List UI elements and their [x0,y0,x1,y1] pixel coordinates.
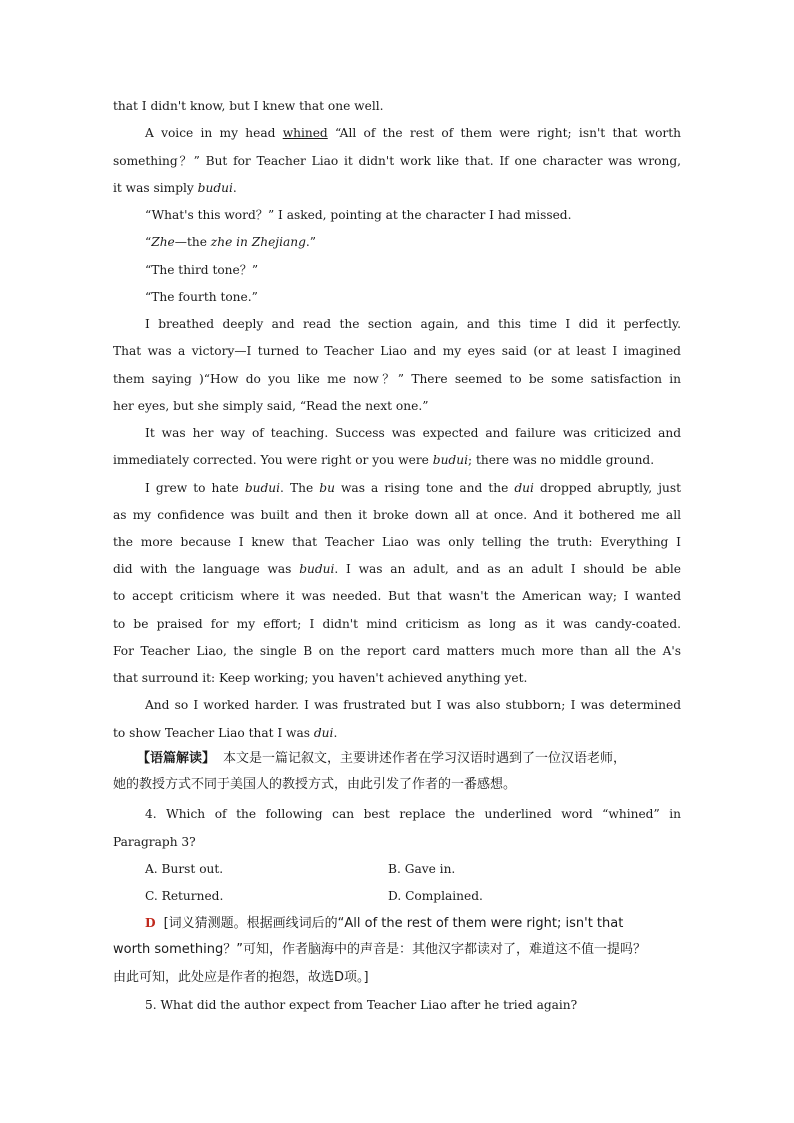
option-a: A. Burst out. [145,862,224,876]
passage-line: as my confidence was built and then it broke down all at once. And it bothered me all [113,508,681,522]
analysis-label: 【语篇解读】 [137,751,216,766]
option-d: D. Complained. [388,889,483,903]
option-c: C. Returned. [145,889,224,903]
passage-line: “The third tone？” [145,263,259,277]
passage-line: did with the language was budui. I was an adult, and as an adult I should be able [113,562,681,576]
question-5-stem: 5. What did the author expect from Teacher Liao after he tried again? [145,998,578,1012]
passage-line: that surround it: Keep working; you haven't achieved anything yet. [113,671,528,685]
explanation-line: worth something？”可知，作者脑海中的声音是：其他汉字都读对了，难道这不值一提吗？ [113,942,646,957]
question-4-stem: 4. Which of the following can best replace the underlined word “whined” in [145,807,681,821]
passage-line: her eyes, but she simply said, “Read the next one.” [113,399,429,413]
passage-line: A voice in my head whined “All of the rest of them were right; isn't that worth [145,126,681,140]
answer-letter: D [145,916,156,930]
explanation-line: 由此可知，此处应是作者的抱怨，故选D项。] [113,970,369,985]
passage-line: immediately corrected. You were right or you were budui; there was no middle ground. [113,453,655,467]
passage-line: “Zhe—the zhe in Zhejiang.” [145,235,317,249]
passage-line: For Teacher Liao, the single B on the report card matters much more than all the A's [113,644,681,658]
passage-line: to show Teacher Liao that I was dui. [113,726,338,740]
question-4-stem: Paragraph 3? [113,835,196,849]
analysis-line: 【语篇解读】 本文是一篇记叙文，主要讲述作者在学习汉语时遇到了一位汉语老师， [137,751,627,766]
passage-line: I grew to hate budui. The bu was a rising tone and the dui dropped abruptly, just [145,481,681,495]
passage-line: It was her way of teaching. Success was expected and failure was criticized and [145,426,681,440]
passage-line: that I didn't know, but I knew that one well. [113,99,384,113]
passage-line: them saying )“How do you like me now？” There seemed to be some satisfaction in [113,372,681,386]
passage-line: That was a victory—I turned to Teacher Liao and my eyes said (or at least I imagined [113,344,681,358]
underlined-word-whined: whined [282,126,328,140]
passage-line: something？” But for Teacher Liao it didn't work like that. If one character was wrong, [113,154,681,168]
passage-line: And so I worked harder. I was frustrated but I was also stubborn; I was determined [145,698,681,712]
passage-line: to accept criticism where it was needed. But that wasn't the American way; I wanted [113,589,681,603]
passage-line: the more because I knew that Teacher Liao was only telling the truth: Everything I [113,535,681,549]
option-b: B. Gave in. [388,862,456,876]
passage-line: I breathed deeply and read the section again, and this time I did it perfectly. [145,317,681,331]
passage-line: “The fourth tone.” [145,290,258,304]
explanation-line: D [词义猜测题。根据画线词后的“All of the rest of them were right; isn't that [145,916,624,931]
passage-line: “What's this word？” I asked, pointing at the character I had missed. [145,208,572,222]
analysis-line: 她的教授方式不同于美国人的教授方式，由此引发了作者的一番感想。 [113,777,517,792]
passage-line: to be praised for my effort; I didn't mind criticism as long as it was candy-coated. [113,617,681,631]
passage-line: it was simply budui. [113,181,237,195]
